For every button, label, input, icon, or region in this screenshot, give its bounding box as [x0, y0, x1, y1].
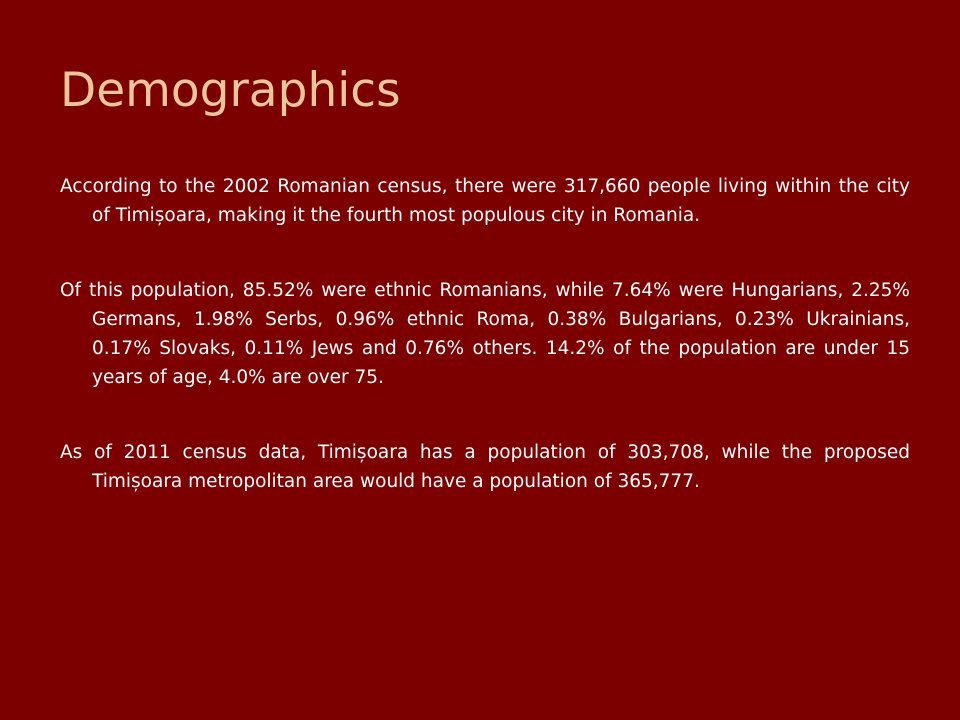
- paragraph-census-2002: According to the 2002 Romanian census, there were 317,660 people living within the city of Timișoara, making it the fourth most populous city in Romania.: [60, 176, 910, 226]
- slide-body: [60, 172, 910, 542]
- slide-title: Demographics: [60, 63, 401, 118]
- paragraph-ethnic-composition: Of this population, 85.52% were ethnic Romanians, while 7.64% were Hungarians, 2.25% Germans, 1.98% Serbs, 0.96% ethnic Roma, 0.38% Bulgarians, 0.23% Ukrainians, 0.17% Slovaks, 0.11% Jews and 0.76% others. 14.2% of the population are under 15 years of age, 4.0% are over 75.: [60, 280, 910, 388]
- paragraph-census-2011: As of 2011 census data, Timișoara has a population of 303,708, while the proposed Timișoara metropolitan area would have a population of 365,777.: [60, 442, 910, 492]
